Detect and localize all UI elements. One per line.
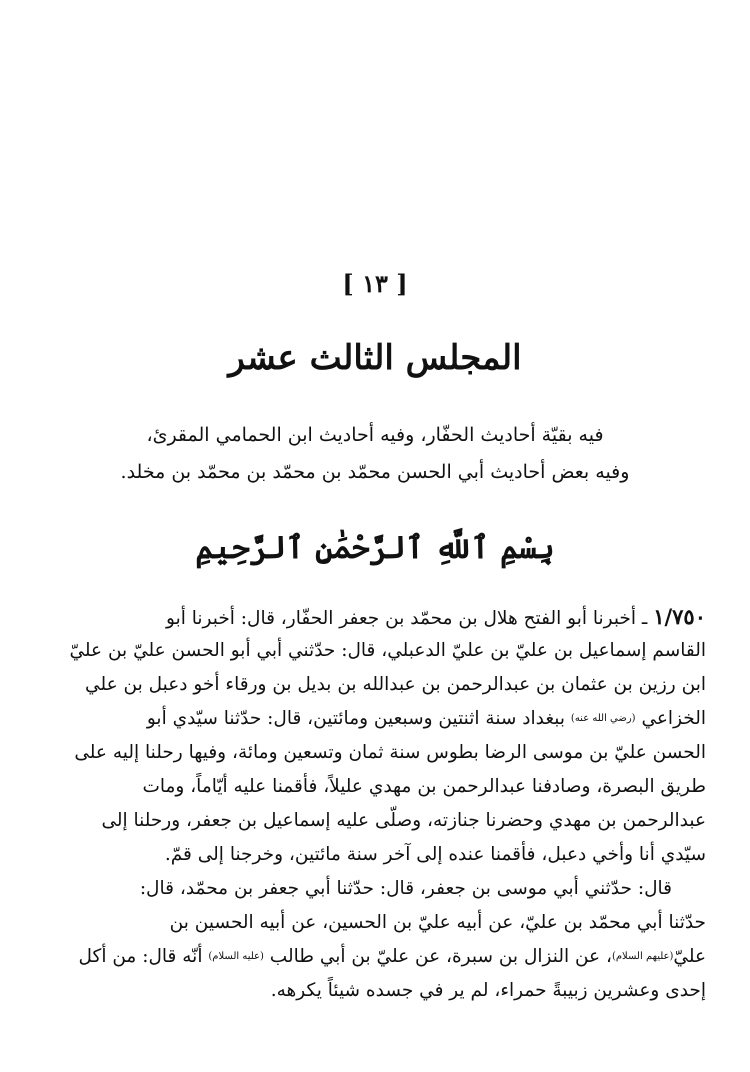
hadith-line-11-start: عليّ — [673, 946, 706, 967]
hadith-line-11 — [76, 940, 706, 974]
honorific-2: (عليهم السلام) — [611, 951, 674, 962]
hadith-line-1 — [76, 600, 706, 634]
hadith-line-10: حدّثنا أبي محمّد بن عليّ، عن أبيه عليّ بن الحسين، عن أبيه الحسين بن — [169, 912, 706, 933]
hadith-line-2: القاسم إسماعيل بن عليّ بن عليّ الدعبلي، قال: حدّثني أبي أبو الحسن عليّ بن عليّ — [69, 640, 706, 661]
hadith-line-11-middle: ، عن النزال بن سبرة، عن عليّ بن أبي طالب — [263, 946, 612, 967]
hadith-line-11-end: أنّه قال: من أكل — [78, 946, 209, 967]
honorific-1: (رضي الله عنه) — [570, 713, 636, 724]
basmala: بِسْمِ ٱللَّهِ ٱلرَّحْمَٰنِ ٱلرَّحِيمِ — [195, 530, 555, 566]
hadith-line-4-start: الخزاعي — [635, 708, 706, 729]
hadith-line-4-end: ببغداد سنة اثنتين وسبعين ومائتين، قال: حدّثنا سيّدي أبو — [146, 708, 571, 729]
hadith-text — [69, 600, 706, 1008]
hadith-line-12: إحدى وعشرين زبيبةً حمراء، لم ير في جسده شيئاً يكرهه. — [270, 980, 706, 1001]
hadith-line-5: الحسن عليّ بن موسى الرضا بطوس سنة ثمان وتسعين ومائة، وفيها رحلنا إليه على — [74, 742, 706, 763]
session-number: [ ١٣ ] — [342, 269, 408, 298]
hadith-line-4 — [76, 702, 706, 736]
hadith-number: ١/٧٥٠ — [653, 604, 706, 629]
intro-line-2: وفيه بعض أحاديث أبي الحسن محمّد بن محمّد بن محمّد بن مخلد. — [120, 461, 630, 483]
hadith-line-7: عبدالرحمن بن مهدي وحضرنا جنازته، وصلّى عليه إسماعيل بن جعفر، ورحلنا إلى — [101, 810, 706, 831]
honorific-3: (عليه السلام) — [208, 951, 264, 962]
hadith-line-6: طريق البصرة، وصادفنا عبدالرحمن بن مهدي عليلاً، فأقمنا عليه أيّاماً، ومات — [142, 776, 706, 797]
hadith-line-1-text: ـ أخبرنا أبو الفتح هلال بن محمّد بن جعفر الحفّار، قال: أخبرنا أبو — [166, 608, 654, 629]
chapter-title: المجلس الثالث عشر — [228, 338, 522, 378]
hadith-line-8: سيّدي أنا وأخي دعبل، فأقمنا عنده إلى آخر سنة مائتين، وخرجنا إلى قمّ. — [164, 844, 706, 865]
hadith-line-9: قال: حدّثني أبي موسى بن جعفر، قال: حدّثنا أبي جعفر بن محمّد، قال: — [139, 878, 672, 899]
intro-line-1: فيه بقيّة أحاديث الحفّار، وفيه أحاديث ابن الحمامي المقرئ، — [146, 424, 604, 446]
hadith-line-3: ابن رزين بن عثمان بن عبدالرحمن بن عبدالله بن بديل بن ورقاء أخو دعبل بن علي — [85, 674, 706, 695]
